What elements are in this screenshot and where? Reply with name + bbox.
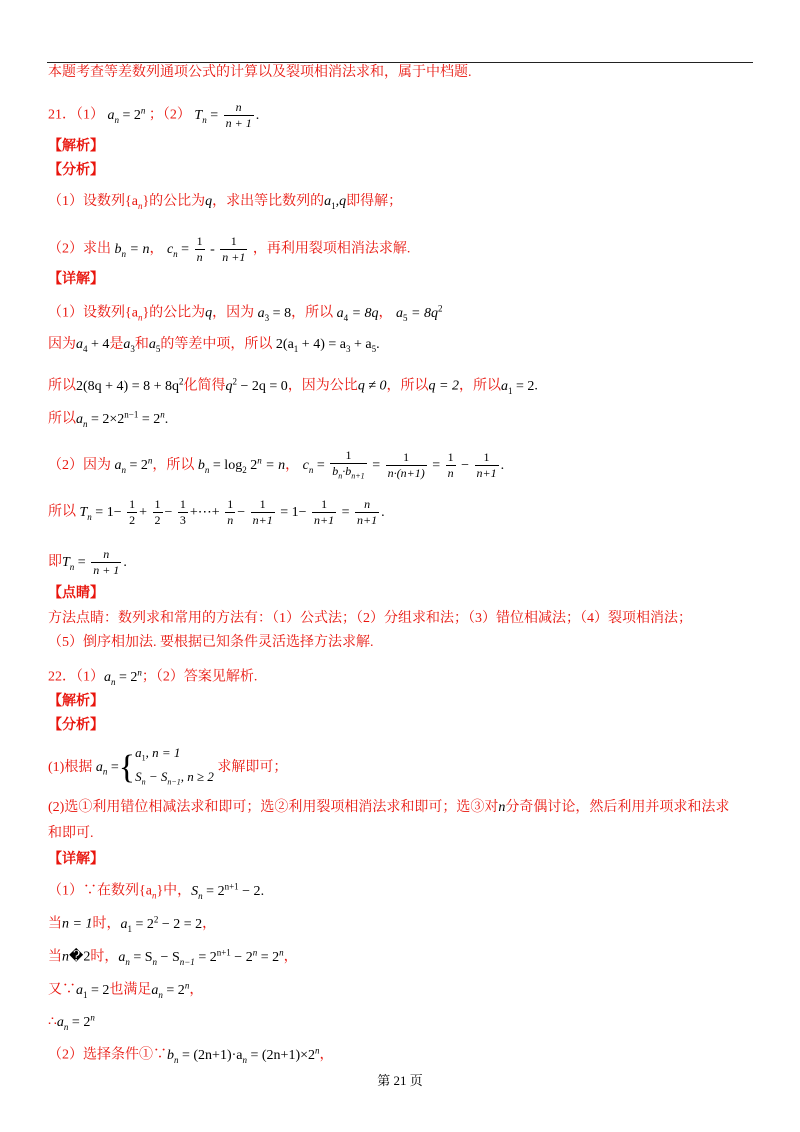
analysis-1: （1）设数列$\{a_n\}$的公比为q，求出等比数列的$a_1,q$即得解；: [48, 194, 403, 211]
detail-7: 即$T_n$ = $\frac{n}{n + 1}$ .: [48, 547, 127, 577]
detail-22-1: （1）∵在数列$\{a_n\}$中，$S_n = 2^{n+1} - 2$.: [48, 881, 265, 901]
section-fenxi: 【分析】: [48, 163, 104, 178]
analysis-2: （2）求出 $b_n = n$， $c_n$ = $\frac{1}{n}$ - $\frac{1}{n +1}$ ，再利用裂项相消法求解.: [48, 234, 411, 264]
detail-3: 所以$2(8q + 4) = 8 + 8q^2$化简得$q^2 - 2q = 0$，因为公比q ≠ 0，所以q = 2，所以$a_1 = 2$.: [48, 376, 538, 396]
answer-21: 21．（1） $a_n = 2^n$ ；（2） $T_n$ = $\frac{n}{n + 1}$ .: [48, 100, 260, 130]
detail-22-2: 当n = 1时，$a_1 = 2^2 - 2 = 2$，: [48, 914, 217, 934]
detail-4: 所以$a_n = 2\times 2^{n-1} = 2^n$.: [48, 409, 169, 429]
section-xiangjie: 【详解】: [48, 272, 104, 287]
section-jiexi: 【解析】: [48, 139, 104, 154]
detail-1: （1）设数列$\{a_n\}$的公比为q，因为 $a_3 = 8$，所以 $a_4 = 8q$， $a_5 = 8q^2$: [48, 303, 443, 323]
detail-2: 因为$a_4 + 4$是$a_3$和$a_5$的等差中项，所以 $2(a_1 + 4) = a_3 + a_5$.: [48, 337, 380, 354]
detail-22-6: （2）选择条件$①\because b_n = (2n+1)\cdot a_n = (2n+1)\times 2^n$，: [48, 1045, 334, 1065]
analysis-22-1: (1)根据 $a_n$ ={ $a_1$, n = 1 $S_n - S_{n-1}$, n ≥ 2 求解即可；: [48, 745, 288, 787]
page-number: 第 21 页: [377, 1073, 423, 1088]
analysis-22-3: 和即可.: [48, 826, 94, 841]
detail-22-3: 当n�2时，$a_n = S_n - S_{n-1} = 2^{n+1} - 2^n = 2^n$，: [48, 947, 298, 967]
detail-6: 所以 $T_n = 1-$ $\frac{1}{2}$ + $\frac{1}{2}$ − $\frac{1}{3}$ +⋯+ $\frac{1}{n}$ − $\frac{1}{n+1}$ = 1− $\frac{1}{n+1}$ = $\frac{n}{n+1}$ .: [48, 497, 385, 527]
section-jiexi-2: 【解析】: [48, 694, 104, 709]
section-xiangjie-2: 【详解】: [48, 852, 104, 867]
detail-22-4: 又$\because a_1 = 2$也满足$a_n = 2^n$，: [48, 980, 204, 1000]
section-dianjing: 【点睛】: [48, 586, 104, 601]
text-line: 本题考查等差数列通项公式的计算以及裂项相消法求和，属于中档题.: [48, 65, 472, 80]
detail-5: （2）因为 $a_n = 2^n$，所以 $b_n = \log_2 2^n = n$， $c_n$ = $\frac{1}{b_n\cdot b_{n+1}}$ = $\frac{1}{n\cdot(n+1)}$ = $\frac{1}{n}$ − $\frac{1}{n+1}$ .: [48, 448, 505, 481]
detail-22-5: $\therefore a_n = 2^n$: [48, 1012, 95, 1032]
section-fenxi-2: 【分析】: [48, 718, 104, 733]
tip-line-1: 方法点睛：数列求和常用的方法有：（1）公式法；（2）分组求和法；（3）错位相减法；（4）裂项相消法；: [48, 611, 692, 626]
tip-line-2: （5）倒序相加法. 要根据已知条件灵活选择方法求解.: [48, 635, 374, 650]
analysis-22-2: (2)选①利用错位相减法求和即可；选②利用裂项相消法求和即可；选③对n分奇偶讨论，然后利用并项求和法求: [48, 800, 730, 815]
answer-22: 22．$(1)a_n = 2^n$；（2）答案见解析.: [48, 667, 258, 687]
